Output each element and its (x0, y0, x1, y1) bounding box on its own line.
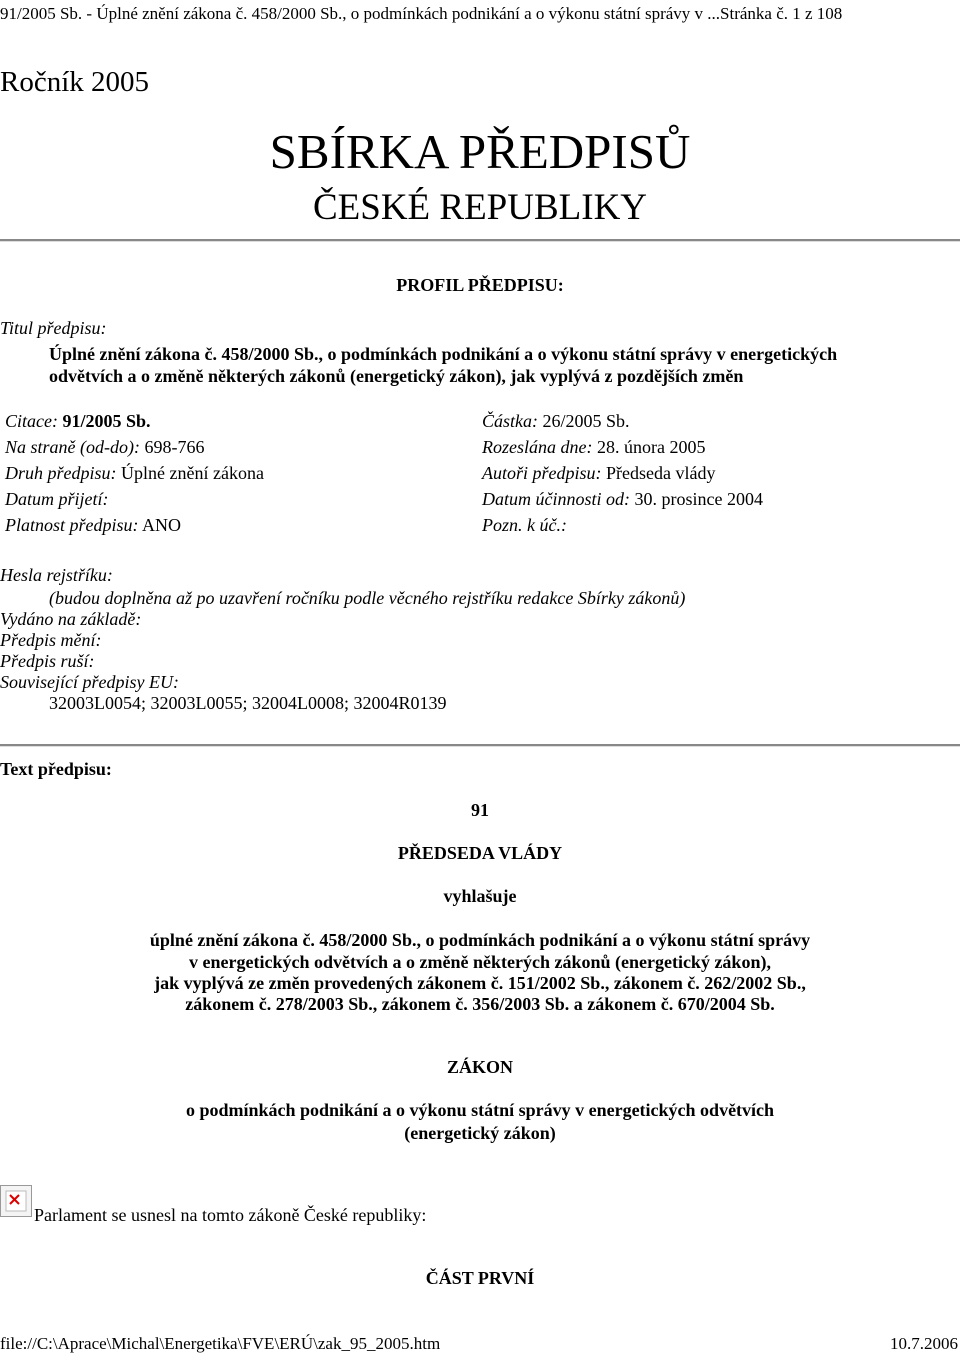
full-text-line-4: zákonem č. 278/2003 Sb., zákonem č. 356/2003 Sb. a zákonem č. 670/2004 Sb. (185, 994, 775, 1014)
field-part (482, 411, 630, 432)
citation-value: 91/2005 Sb. (62, 411, 151, 431)
text-label: Text předpisu: (0, 759, 112, 779)
title-line-1: Úplné znění zákona č. 458/2000 Sb., o podmínkách podnikání a o výkonu státní správy v energetických (49, 344, 838, 364)
field-validity (5, 515, 181, 536)
profile-heading: PROFIL PŘEDPISU: (396, 275, 564, 295)
distributed-value: 28. února 2005 (596, 437, 706, 457)
collection-title: SBÍRKA PŘEDPISŮ (269, 124, 691, 179)
part-one-heading: ČÁST PRVNÍ (425, 1268, 535, 1288)
effective-label: Datum účinnosti od: (482, 489, 630, 509)
field-authors (482, 463, 715, 484)
index-note: (budou doplněna až po uzavření ročníku podle věcného rejstříku redakce Sbírky zákonů) (49, 588, 686, 608)
field-note (482, 515, 567, 536)
type-label: Druh předpisu: (5, 463, 117, 483)
law-heading: ZÁKON (446, 1057, 513, 1077)
field-type (5, 463, 264, 484)
full-text-line-3: jak vyplývá ze změn provedených zákonem č. 151/2002 Sb., zákonem č. 262/2002 Sb., (154, 973, 806, 993)
footer-date: 10.7.2006 (890, 1334, 958, 1353)
field-citation (5, 411, 151, 432)
authors-value: Předseda vlády (606, 463, 716, 483)
field-distributed (482, 437, 705, 458)
regulation-number: 91 (471, 800, 489, 820)
title-line-2: odvětvích a o změně některých zákonů (energetický zákon), jak vyplývá z pozdějších změn (49, 366, 744, 386)
divider-top (0, 239, 960, 242)
index-label: Hesla rejstříku: (0, 565, 113, 585)
field-effective (482, 489, 763, 510)
print-header: 91/2005 Sb. - Úplné znění zákona č. 458/2000 Sb., o podmínkách podnikání a o výkonu státní správy v ...Stránka č. 1 z 108 (0, 4, 843, 23)
footer-file-path: file://C:\Aprace\Michal\Energetika\FVE\ERÚ\zak_95_2005.htm (0, 1334, 441, 1353)
pages-value: 698-766 (144, 437, 205, 457)
field-adopted (5, 489, 109, 510)
collection-subtitle: ČESKÉ REPUBLIKY (312, 187, 648, 228)
volume-year: Ročník 2005 (0, 66, 150, 98)
amends-label: Předpis mění: (0, 630, 102, 650)
effective-value: 30. prosince 2004 (634, 489, 763, 509)
adopted-label: Datum přijetí: (5, 489, 109, 509)
parliament-statement: Parlament se usnesl na tomto zákoně České republiky: (34, 1205, 427, 1225)
type-value: Úplné znění zákona (121, 463, 264, 483)
validity-value: ANO (142, 515, 182, 535)
field-pages (5, 437, 204, 458)
repeals-label: Předpis ruší: (0, 651, 95, 671)
broken-image-icon (0, 1185, 32, 1217)
pages-label: Na straně (od-do): (5, 437, 140, 457)
distributed-label: Rozeslána dne: (482, 437, 593, 457)
validity-label: Platnost předpisu: (5, 515, 139, 535)
citation-label: Citace: (5, 411, 58, 431)
full-text-line-1: úplné znění zákona č. 458/2000 Sb., o podmínkách podnikání a o výkonu státní správy (149, 930, 811, 950)
eu-label: Související předpisy EU: (0, 672, 179, 692)
divider-bottom (0, 744, 960, 747)
announces: vyhlašuje (443, 886, 517, 906)
part-value: 26/2005 Sb. (542, 411, 630, 431)
law-title-line-1: o podmínkách podnikání a o výkonu státní správy v energetických odvětvích (185, 1100, 775, 1120)
authors-label: Autoři předpisu: (482, 463, 602, 483)
law-title-line-2: (energetický zákon) (404, 1123, 556, 1143)
eu-value: 32003L0054; 32003L0055; 32004L0008; 32004R0139 (49, 693, 447, 713)
part-label: Částka: (482, 411, 538, 431)
issued-basis-label: Vydáno na základě: (0, 609, 142, 629)
issuer: PŘEDSEDA VLÁDY (397, 843, 563, 863)
full-text-line-2: v energetických odvětvích a o změně některých zákonů (energetický zákon), (189, 952, 771, 972)
title-label: Titul předpisu: (0, 318, 107, 338)
note-label: Pozn. k úč.: (482, 515, 567, 535)
